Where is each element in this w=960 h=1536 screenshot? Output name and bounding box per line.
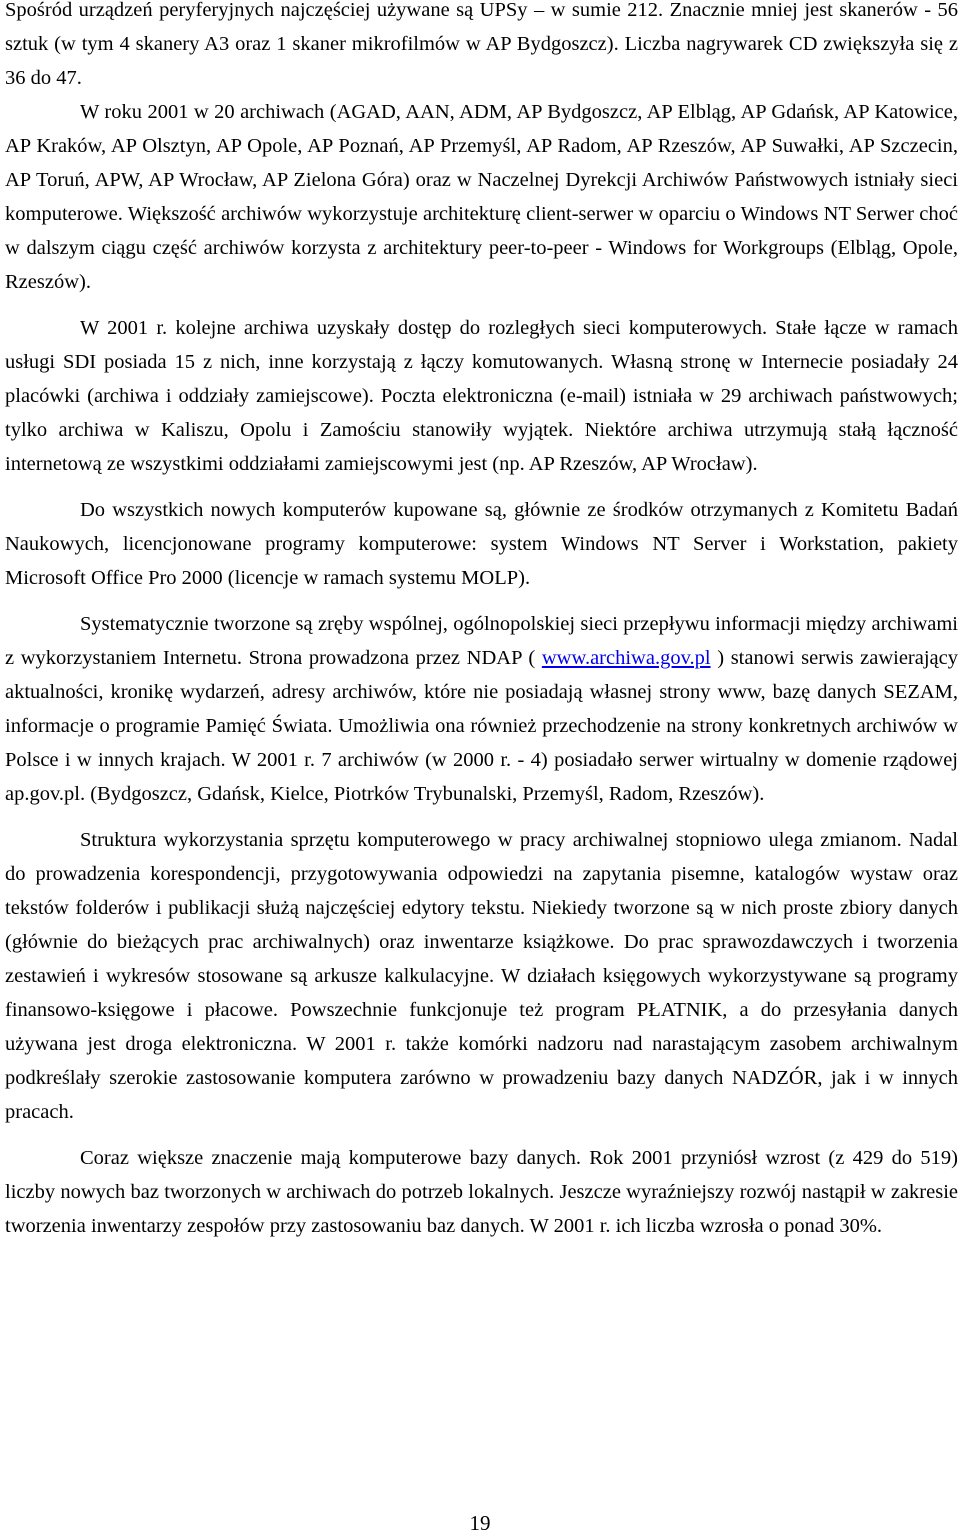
paragraph-internet-access: W 2001 r. kolejne archiwa uzyskały dostęp do rozległych sieci komputerowych. Stałe łącze w ramach usługi SDI posiada 15 z nich, inne korzystają z łączy komutowanych. Własną stronę w Internecie posiadały 24 placówki (archiwa i oddziały zamiejscowe). Poczta elektroniczna (e-mail) istniała w 29 archiwach państwowych; tylko archiwa w Kaliszu, Opolu i Zamościu stanowiły wyjątek. Niektóre archiwa utrzymują stałą łączność internetową ze wszystkimi oddziałami zamiejscowymi jest (np. AP Rzeszów, AP Wrocław). [5,317,958,475]
paragraph-information-network-start: Systematycznie tworzone są zręby wspólnej, ogólnopolskiej sieci przepływu informacji między archiwami z wykorzystaniem Internetu. Strona prowadzona przez NDAP ( [5,613,958,669]
paragraph-information-network-end: ) stanowi serwis zawierający aktualności, kronikę wydarzeń, adresy archiwów, które nie posiadają własnej strony www, bazę danych SEZAM, informacje o programie Pamięć Świata. Umożliwia ona również przechodzenie na strony konkretnych archiwów w Polsce i w innych krajach. W 2001 r. 7 archiwów (w 2000 r. - 4) posiadało serwer wirtualny w domenie rządowej ap.gov.pl. (Bydgoszcz, Gdańsk, Kielce, Piotrków Trybunalski, Przemyśl, Radom, Rzeszów). [5,647,959,805]
document-body [5,0,958,1243]
page-number: 19 [469,1511,491,1535]
paragraph-databases: Coraz większe znaczenie mają komputerowe bazy danych. Rok 2001 przyniósł wzrost (z 429 do 519) liczby nowych baz tworzonych w archiwach do potrzeb lokalnych. Jeszcze wyraźniejszy rozwój nastąpił w zakresie tworzenia inwentarzy zespołów przy zastosowaniu baz danych. W 2001 r. ich liczba wzrosła o ponad 30%. [5,1147,958,1237]
paragraph-computer-networks: W roku 2001 w 20 archiwach (AGAD, AAN, ADM, AP Bydgoszcz, AP Elbląg, AP Gdańsk, AP Katowice, AP Kraków, AP Olsztyn, AP Opole, AP Poznań, AP Przemyśl, AP Radom, AP Rzeszów, AP Suwałki, AP Szczecin, AP Toruń, APW, AP Wrocław, AP Zielona Góra) oraz w Naczelnej Dyrekcji Archiwów Państwowych istniały sieci komputerowe. Większość archiwów wykorzystuje architekturę client-serwer w oparciu o Windows NT Serwer choć w dalszym ciągu część archiwów korzysta z architektury peer-to-peer - Windows for Workgroups (Elbląg, Opole, Rzeszów). [5,101,958,293]
paragraph-peripherals: Spośród urządzeń peryferyjnych najczęściej używane są UPSy – w sumie 212. Znacznie mniej jest skanerów - 56 sztuk (w tym 4 skanery A3 oraz 1 skaner mikrofilmów w AP Bydgoszcz). Liczba nagrywarek CD zwiększyła się z 36 do 47. [5,0,958,89]
paragraph-software-licenses: Do wszystkich nowych komputerów kupowane są, głównie ze środków otrzymanych z Komitetu Badań Naukowych, licencjonowane programy komputerowe: system Windows NT Server i Workstation, pakiety Microsoft Office Pro 2000 (licencje w ramach systemu MOLP). [5,499,958,589]
paragraph-information-network [5,607,958,811]
paragraph-computer-usage: Struktura wykorzystania sprzętu komputerowego w pracy archiwalnej stopniowo ulega zmianom. Nadal do prowadzenia korespondencji, przygotowywania odpowiedzi na zapytania pisemne, katalogów wystaw oraz tekstów folderów i publikacji służą najczęściej edytory tekstu. Niekiedy tworzone są w nich proste zbiory danych (głównie do bieżących prac archiwalnych) oraz inwentarze książkowe. Do prac sprawozdawczych i tworzenia zestawień i wykresów stosowane są arkusze kalkulacyjne. W działach księgowych wykorzystywane są programy finansowo-księgowe i płacowe. Powszechnie funkcjonuje też program PŁATNIK, a do przesyłania danych używana jest droga elektroniczna. W 2001 r. także komórki nadzoru nad narastającym zasobem archiwalnym podkreślały szerokie zastosowanie komputera zarówno w prowadzeniu bazy danych NADZÓR, jak i w innych pracach. [5,829,958,1123]
archiwa-website-link[interactable]: www.archiwa.gov.pl [541,647,711,669]
